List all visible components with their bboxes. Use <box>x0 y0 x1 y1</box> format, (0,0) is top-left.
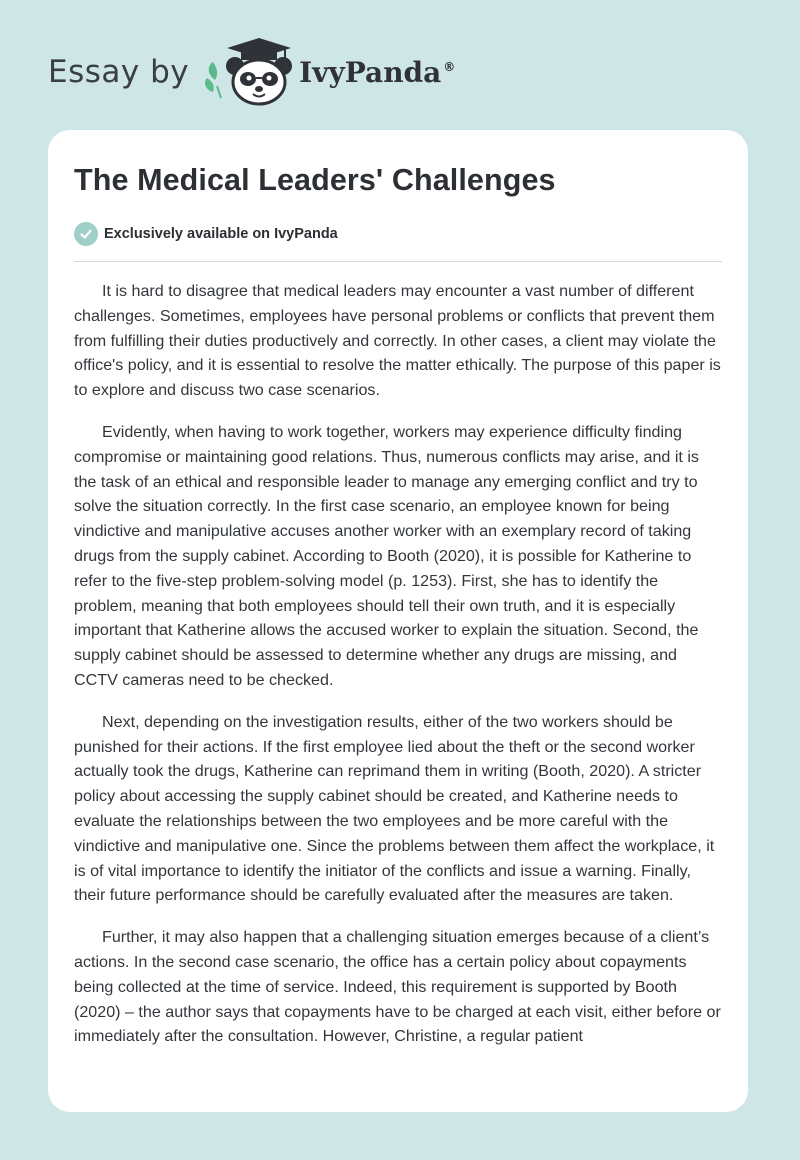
check-icon <box>74 222 98 246</box>
page-title: The Medical Leaders' Challenges <box>74 163 556 197</box>
exclusive-badge <box>74 222 338 246</box>
panda-graduate-icon <box>201 36 297 108</box>
badge-label: Exclusively available on IvyPanda <box>104 226 338 242</box>
essay-body <box>74 279 724 1066</box>
essay-card <box>48 130 748 1112</box>
paragraph: Further, it may also happen that a challenging situation emerges because of a client’s actions. In the second case scenario, the office has a certain policy about copayments being collected at the time of service. Indeed, this requirement is supported by Booth (2020) – the author says that copayments have to be charged at each visit, either before or immediately after the consultation. However, Christine, a regular patient <box>74 928 721 1046</box>
brand-header <box>48 36 455 108</box>
paragraph: It is hard to disagree that medical leaders may encounter a vast number of different challenges. Sometimes, employees have personal problems or conflicts that prevent them from fulfilling their duties productively and correctly. In other cases, a client may violate the office's policy, and it is essential to resolve the matter ethically. The purpose of this paper is to explore and discuss two case scenarios. <box>74 282 721 400</box>
paragraph: Next, depending on the investigation results, either of the two workers should be punished for their actions. If the first employee lied about the theft or the second worker actually took the drugs, Katherine can reprimand them in writing (Booth, 2020). A stricter policy about accessing the supply cabinet should be created, and Katherine needs to evaluate the relationships between the two employees and be more careful with the vindictive and manipulative one. Since the problems between them affect the workplace, it is of vital importance to identify the initiator of the conflicts and issue a warning. Finally, their future performance should be carefully evaluated after the measures are taken. <box>74 712 715 905</box>
brand-prefix: Essay by <box>48 54 190 90</box>
divider <box>74 261 722 262</box>
brand-name: IvyPanda ® <box>299 55 456 89</box>
registered-mark: ® <box>443 60 456 75</box>
paragraph: Evidently, when having to work together, workers may experience difficulty finding compromise or maintaining good relations. Thus, numerous conflicts may arise, and it is the task of an ethical and responsible leader to manage any emerging conflict and try to solve the situation correctly. In the first case scenario, an employee known for being vindictive and manipulative accuses another worker with an exemplary record of taking drugs from the supply cabinet. According to Booth (2020), it is possible for Katherine to refer to the five-step problem-solving model (p. 1253). First, she has to identify the problem, meaning that both employees should tell their own truth, and it is especially important that Katherine allows the accused worker to explain the situation. Second, the supply cabinet should be assessed to determine whether any drugs are missing, and CCTV cameras need to be checked. <box>74 422 699 689</box>
